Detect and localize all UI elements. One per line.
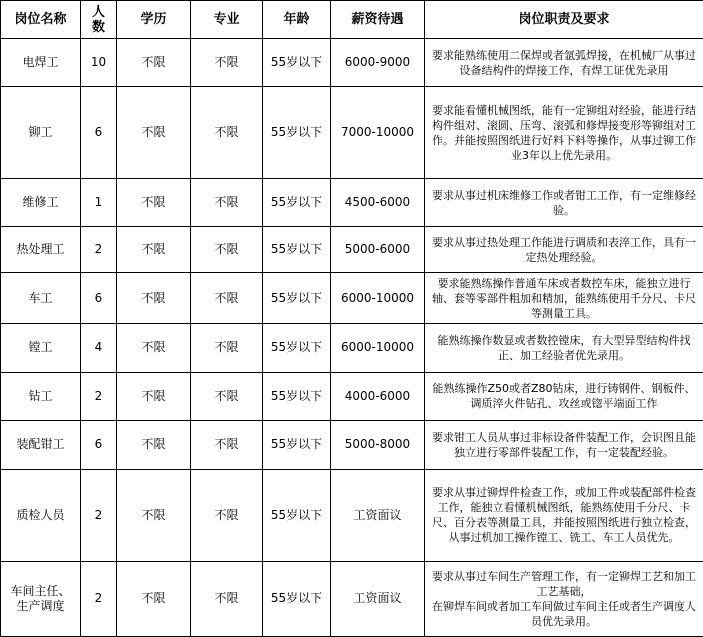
salary-cell: 4500-6000 bbox=[331, 179, 425, 227]
education-cell: 不限 bbox=[117, 372, 191, 420]
table-row bbox=[1, 273, 703, 324]
count-cell: 4 bbox=[81, 324, 117, 372]
count-cell: 2 bbox=[81, 372, 117, 420]
position-cell: 维修工 bbox=[1, 179, 81, 227]
header-count: 人 数 bbox=[81, 1, 117, 39]
age-cell: 55岁以下 bbox=[263, 273, 331, 324]
table-row bbox=[1, 227, 703, 273]
age-cell: 55岁以下 bbox=[263, 561, 331, 636]
salary-cell: 5000-6000 bbox=[331, 227, 425, 273]
education-cell: 不限 bbox=[117, 420, 191, 469]
position-cell: 车工 bbox=[1, 273, 81, 324]
duties-cell: 要求能熟练使用二保焊或者氩弧焊接，在机械厂从事过设备结构件的焊接工作，有焊工证优先录用 bbox=[425, 39, 703, 87]
major-cell: 不限 bbox=[191, 561, 263, 636]
position-cell: 车间主任、 生产调度 bbox=[1, 561, 81, 636]
count-cell: 2 bbox=[81, 469, 117, 561]
header-major: 专业 bbox=[191, 1, 263, 39]
duties-cell: 能熟练操作数显或者数控镗床，有大型异型结构件找正、加工经验者优先录用。 bbox=[425, 324, 703, 372]
salary-cell: 工资面议 bbox=[331, 469, 425, 561]
salary-cell: 7000-10000 bbox=[331, 87, 425, 179]
salary-cell: 6000-10000 bbox=[331, 324, 425, 372]
duties-cell: 要求从事过车间生产管理工作，有一定铆焊工艺和加工工艺基础， 在铆焊车间或者加工车间做过车间主任或者生产调度人员优先录用。 bbox=[425, 561, 703, 636]
age-cell: 55岁以下 bbox=[263, 87, 331, 179]
position-cell: 质检人员 bbox=[1, 469, 81, 561]
count-cell: 6 bbox=[81, 87, 117, 179]
count-cell: 2 bbox=[81, 227, 117, 273]
position-cell: 铆工 bbox=[1, 87, 81, 179]
header-position: 岗位名称 bbox=[1, 1, 81, 39]
table-row bbox=[1, 179, 703, 227]
duties-cell: 要求能看懂机械图纸，能有一定铆组对经验，能进行结构件组对、滚圆、压弯、滚弧和修焊接变形等铆组对工作。并能按照图纸进行好料下料等操作，从事过铆工作业3年以上优先录用。 bbox=[425, 87, 703, 179]
education-cell: 不限 bbox=[117, 179, 191, 227]
major-cell: 不限 bbox=[191, 273, 263, 324]
major-cell: 不限 bbox=[191, 87, 263, 179]
header-row bbox=[1, 1, 703, 39]
age-cell: 55岁以下 bbox=[263, 179, 331, 227]
education-cell: 不限 bbox=[117, 469, 191, 561]
education-cell: 不限 bbox=[117, 273, 191, 324]
duties-cell: 要求能熟练操作普通车床或者数控车床，能独立进行轴、套等零部件粗加和精加，能熟练使用千分尺、卡尺等测量工具。 bbox=[425, 273, 703, 324]
duties-cell: 能熟练操作Z50或者Z80钻床，进行铸钢件、钢板件、调质淬火件钻孔、攻丝或锪平端面工作 bbox=[425, 372, 703, 420]
age-cell: 55岁以下 bbox=[263, 227, 331, 273]
position-cell: 电焊工 bbox=[1, 39, 81, 87]
count-cell: 6 bbox=[81, 273, 117, 324]
education-cell: 不限 bbox=[117, 227, 191, 273]
salary-cell: 4000-6000 bbox=[331, 372, 425, 420]
header-age: 年龄 bbox=[263, 1, 331, 39]
count-cell: 6 bbox=[81, 420, 117, 469]
count-cell: 1 bbox=[81, 179, 117, 227]
age-cell: 55岁以下 bbox=[263, 420, 331, 469]
salary-cell: 工资面议 bbox=[331, 561, 425, 636]
major-cell: 不限 bbox=[191, 372, 263, 420]
age-cell: 55岁以下 bbox=[263, 372, 331, 420]
education-cell: 不限 bbox=[117, 561, 191, 636]
major-cell: 不限 bbox=[191, 39, 263, 87]
age-cell: 55岁以下 bbox=[263, 324, 331, 372]
table-row bbox=[1, 324, 703, 372]
table-row bbox=[1, 469, 703, 561]
table-row bbox=[1, 39, 703, 87]
count-cell: 2 bbox=[81, 561, 117, 636]
header-salary: 薪资待遇 bbox=[331, 1, 425, 39]
duties-cell: 要求钳工人员从事过非标设备件装配工作，会识图且能独立进行零部件装配工作，有一定装配经验。 bbox=[425, 420, 703, 469]
table-row bbox=[1, 420, 703, 469]
table-row bbox=[1, 372, 703, 420]
major-cell: 不限 bbox=[191, 179, 263, 227]
position-cell: 热处理工 bbox=[1, 227, 81, 273]
education-cell: 不限 bbox=[117, 324, 191, 372]
education-cell: 不限 bbox=[117, 39, 191, 87]
position-cell: 装配钳工 bbox=[1, 420, 81, 469]
duties-cell: 要求从事过铆焊件检查工作，或加工件或装配部件检查工作，能独立看懂机械图纸，能熟练使用千分尺、卡尺、百分表等测量工具，并能按照图纸进行独立检查，从事过机加工操作镗工、铣工、车工人员优先。 bbox=[425, 469, 703, 561]
education-cell: 不限 bbox=[117, 87, 191, 179]
salary-cell: 6000-9000 bbox=[331, 39, 425, 87]
salary-cell: 6000-10000 bbox=[331, 273, 425, 324]
major-cell: 不限 bbox=[191, 227, 263, 273]
major-cell: 不限 bbox=[191, 324, 263, 372]
count-cell: 10 bbox=[81, 39, 117, 87]
duties-cell: 要求从事过机床维修工作或者钳工工作，有一定维修经验。 bbox=[425, 179, 703, 227]
salary-cell: 5000-8000 bbox=[331, 420, 425, 469]
major-cell: 不限 bbox=[191, 420, 263, 469]
table-row bbox=[1, 561, 703, 636]
position-cell: 镗工 bbox=[1, 324, 81, 372]
position-cell: 钻工 bbox=[1, 372, 81, 420]
major-cell: 不限 bbox=[191, 469, 263, 561]
header-education: 学历 bbox=[117, 1, 191, 39]
header-duties: 岗位职责及要求 bbox=[425, 1, 703, 39]
age-cell: 55岁以下 bbox=[263, 469, 331, 561]
age-cell: 55岁以下 bbox=[263, 39, 331, 87]
table-row bbox=[1, 87, 703, 179]
duties-cell: 要求从事过热处理工作能进行调质和表淬工作，具有一定热处理经验。 bbox=[425, 227, 703, 273]
